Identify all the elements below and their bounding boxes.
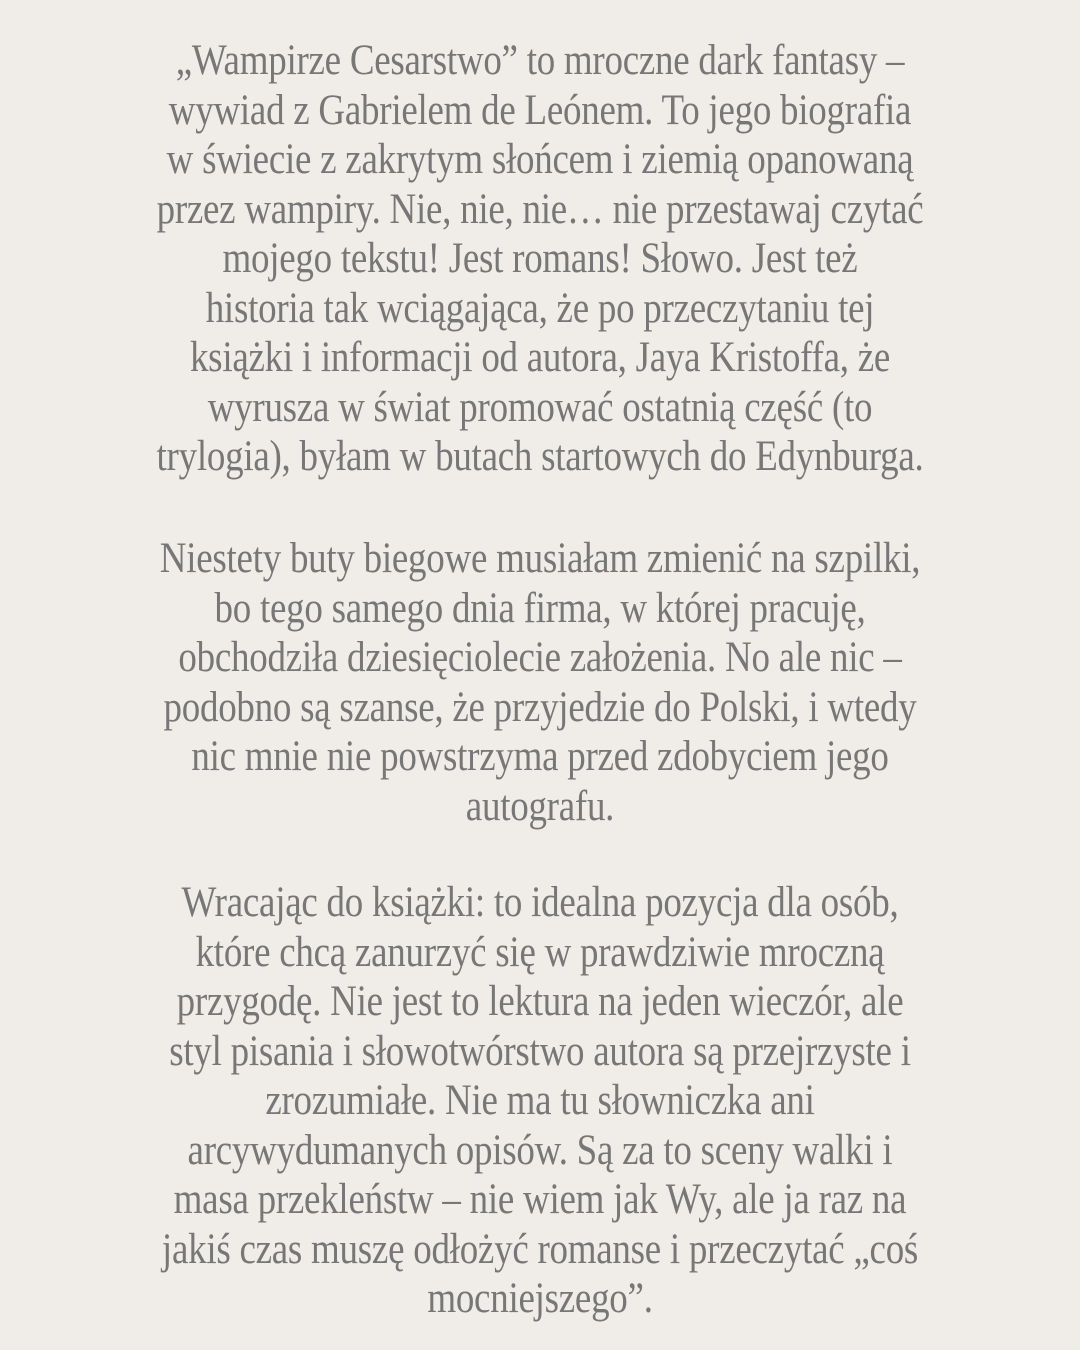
text-line: podobno są szanse, że przyjedzie do Polski, i wtedy bbox=[163, 683, 917, 731]
text-line: książki i informacji od autora, Jaya Kristoffa, że bbox=[189, 334, 891, 381]
text-line: mojego tekstu! Jest romans! Słowo. Jest też bbox=[222, 235, 858, 282]
text-line: przez wampiry. Nie, nie, nie… nie przestawaj czytać bbox=[156, 185, 924, 233]
text-line: styl pisania i słowotwórstwo autora są przejrzyste i bbox=[169, 1027, 911, 1075]
paragraph-intro bbox=[41, 36, 1039, 482]
text-line: wyrusza w świat promować ostatnią część (to bbox=[207, 383, 873, 431]
text-line: Niestety buty biegowe musiałam zmienić na szpilki, bbox=[159, 535, 921, 582]
text-line: arcywydumanych opisów. Są za to sceny walki i bbox=[187, 1126, 893, 1174]
text-line: obchodziła dziesięciolecie założenia. No ale nic – bbox=[178, 634, 902, 681]
text-line: autografu. bbox=[465, 782, 615, 830]
paragraph-book bbox=[41, 878, 1039, 1324]
text-line: trylogia), byłam w butach startowych do Edynburga. bbox=[156, 433, 924, 480]
text-line: jakiś czas muszę odłożyć romanse i przeczytać „coś bbox=[161, 1225, 919, 1273]
text-line: masa przekleństw – nie wiem jak Wy, ale ja raz na bbox=[173, 1176, 907, 1223]
text-line: wywiad z Gabrielem de Leónem. To jego biografia bbox=[168, 86, 912, 134]
text-line: Wracając do książki: to idealna pozycja dla osób, bbox=[181, 879, 899, 926]
paragraph-shoes bbox=[41, 534, 1039, 831]
text-line: bo tego samego dnia firma, w której pracuję, bbox=[214, 584, 866, 632]
text-line: „Wampirze Cesarstwo” to mroczne dark fantasy – bbox=[175, 37, 905, 84]
text-line: przygodę. Nie jest to lektura na jeden wieczór, ale bbox=[176, 978, 904, 1025]
text-line: w świecie z zakrytym słońcem i ziemią opanowaną bbox=[166, 136, 914, 183]
text-line: które chcą zanurzyć się w prawdziwie mroczną bbox=[195, 928, 885, 976]
text-line: nic mnie nie powstrzyma przed zdobyciem jego bbox=[191, 733, 889, 780]
text-line: historia tak wciągająca, że po przeczytaniu tej bbox=[205, 284, 875, 332]
text-line: zrozumiałe. Nie ma tu słowniczka ani bbox=[265, 1077, 815, 1124]
text-line: mocniejszego”. bbox=[427, 1275, 653, 1322]
